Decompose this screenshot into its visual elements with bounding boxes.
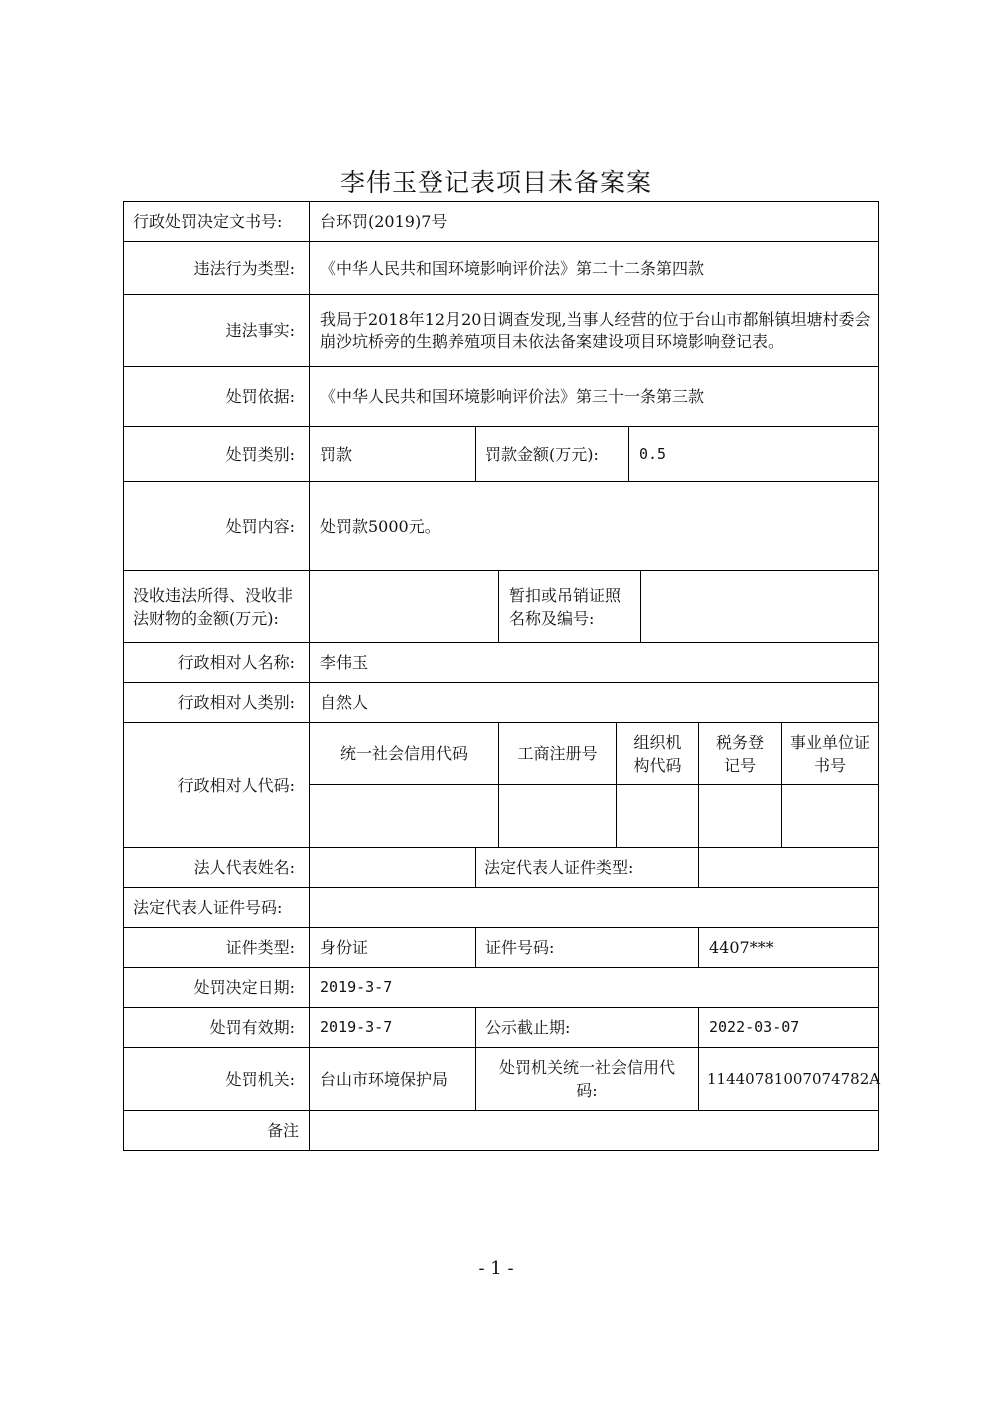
party-type-label: 行政相对人类别: (177, 693, 295, 712)
decision-no-value: 台环罚(2019)7号 (320, 212, 448, 231)
document-title: 李伟玉登记表项目未备案案 (339, 168, 652, 197)
code-uscc-header: 统一社会信用代码 (339, 744, 468, 763)
legal-rep-name-label: 法人代表姓名: (193, 858, 295, 877)
party-code-label: 行政相对人代码: (177, 775, 295, 795)
confiscation-label: 没收违法所得、没收非法财物的金额(万元): (133, 585, 294, 628)
decision-no-label: 行政处罚决定文书号: (133, 212, 283, 231)
party-name-value: 李伟玉 (320, 653, 369, 672)
penalty-content-label: 处罚内容: (225, 516, 295, 536)
valid-period-label: 处罚有效期: (209, 1018, 295, 1037)
violation-fact-label: 违法事实: (225, 321, 295, 340)
basis-label: 处罚依据: (225, 387, 295, 406)
penalty-content-value: 处罚款5000元。 (320, 516, 441, 536)
code-institution-header: 事业单位证书号 (790, 732, 871, 775)
legal-rep-id-type-label: 法定代表人证件类型: (484, 858, 634, 877)
decision-date-value: 2019-3-7 (320, 978, 393, 996)
id-type-value: 身份证 (320, 938, 369, 957)
penalty-category-value: 罚款 (320, 444, 353, 464)
confiscation-value (310, 571, 498, 642)
authority-label: 处罚机关: (225, 1069, 295, 1089)
violation-fact-value: 我局于2018年12月20日调查发现,当事人经营的位于台山市都斛镇坦塘村委会崩沙坑桥旁的生鹅养殖项目未依法备案建设项目环境影响登记表。 (320, 309, 871, 351)
code-tax-header: 税务登记号 (715, 732, 764, 775)
decision-date-label: 处罚决定日期: (193, 978, 295, 997)
authority-code-value: 11440781007074782A (707, 1069, 881, 1088)
page-number: - 1 - (478, 1258, 514, 1279)
party-name-label: 行政相对人名称: (177, 653, 295, 672)
penalty-category-label: 处罚类别: (225, 444, 295, 464)
license-suspend-label: 暂扣或吊销证照名称及编号: (509, 585, 622, 628)
valid-period-value: 2019-3-7 (320, 1018, 393, 1036)
party-type-value: 自然人 (320, 693, 369, 712)
authority-value: 台山市环境保护局 (320, 1069, 449, 1089)
code-org-header: 组织机构代码 (633, 732, 682, 775)
fine-amount-label: 罚款金额(万元): (485, 444, 599, 464)
legal-rep-id-no-label: 法定代表人证件号码: (133, 898, 283, 917)
violation-type-label: 违法行为类型: (193, 258, 295, 278)
publicity-end-label: 公示截止期: (485, 1018, 571, 1037)
violation-type-value: 《中华人民共和国环境影响评价法》第二十二条第四款 (320, 258, 705, 278)
id-type-label: 证件类型: (225, 938, 295, 957)
basis-value: 《中华人民共和国环境影响评价法》第三十一条第三款 (320, 387, 705, 406)
code-business-reg-header: 工商注册号 (517, 744, 598, 763)
id-number-label: 证件号码: (485, 938, 555, 957)
fine-amount-value: 0.5 (639, 444, 667, 463)
publicity-end-value: 2022-03-07 (709, 1018, 800, 1036)
remarks-label: 备注 (266, 1121, 299, 1140)
license-suspend-value (641, 571, 878, 642)
authority-code-label: 处罚机关统一社会信用代码: (498, 1058, 675, 1100)
id-number-value: 4407*** (709, 938, 774, 957)
